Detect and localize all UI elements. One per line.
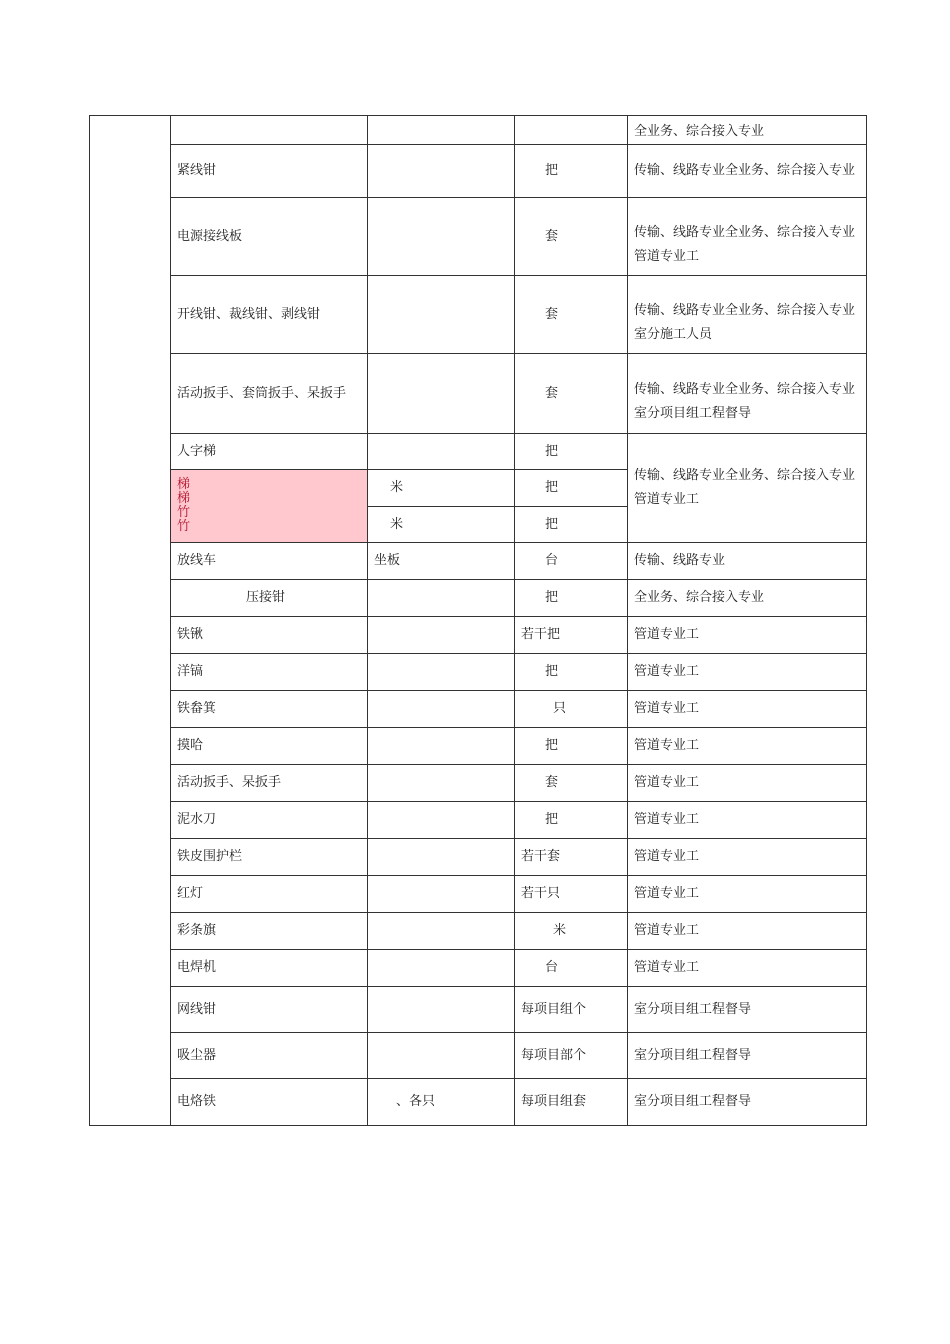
- tool-note: 室分项目组工程督导: [628, 987, 867, 1033]
- table-row: [90, 876, 867, 913]
- tool-spec: [368, 354, 515, 434]
- table-row: [90, 434, 867, 470]
- tool-note: 室分项目组工程督导: [628, 1079, 867, 1126]
- tool-unit: 每项目组套: [515, 1079, 628, 1126]
- tool-note: 传输、线路专业全业务、综合接入专业管道专业工: [628, 198, 867, 276]
- tool-spec: [368, 987, 515, 1033]
- tool-unit: 只: [515, 691, 628, 728]
- tool-unit: 把: [515, 654, 628, 691]
- tool-name: 开线钳、裁线钳、剥线钳: [171, 276, 368, 354]
- tool-spec: [368, 691, 515, 728]
- tool-unit: 套: [515, 198, 628, 276]
- tool-note: 传输、线路专业全业务、综合接入专业室分项目组工程督导: [628, 354, 867, 434]
- tool-table: [89, 115, 867, 1126]
- tool-unit: 把: [515, 145, 628, 198]
- tool-name: 活动扳手、套筒扳手、呆扳手: [171, 354, 368, 434]
- table-row: [90, 765, 867, 802]
- table-row: [90, 617, 867, 654]
- table-row: [90, 1033, 867, 1079]
- tool-unit: 台: [515, 950, 628, 987]
- tool-name: 铁皮围护栏: [171, 839, 368, 876]
- tool-note: 管道专业工: [628, 839, 867, 876]
- table-row: [90, 950, 867, 987]
- tool-note: 传输、线路专业全业务、综合接入专业室分施工人员: [628, 276, 867, 354]
- table-row: [90, 802, 867, 839]
- tool-spec: [368, 654, 515, 691]
- tool-note: 管道专业工: [628, 654, 867, 691]
- tool-spec: [368, 276, 515, 354]
- tool-spec: [368, 913, 515, 950]
- tool-unit: 把: [515, 728, 628, 765]
- tool-spec: [368, 802, 515, 839]
- table-row: [90, 987, 867, 1033]
- tool-name: 红灯: [171, 876, 368, 913]
- tool-spec: [368, 198, 515, 276]
- tool-note: 管道专业工: [628, 876, 867, 913]
- tool-name: 电烙铁: [171, 1079, 368, 1126]
- tool-unit: 套: [515, 354, 628, 434]
- tool-name: 摸哈: [171, 728, 368, 765]
- tool-name: 铁锹: [171, 617, 368, 654]
- table-row: [90, 354, 867, 434]
- tool-note: 全业务、综合接入专业: [628, 580, 867, 617]
- tool-unit: 把: [515, 507, 628, 543]
- tool-name: 彩条旗: [171, 913, 368, 950]
- table-row: [90, 116, 867, 145]
- tool-unit: 每项目组个: [515, 987, 628, 1033]
- tool-name: 电源接线板: [171, 198, 368, 276]
- tool-spec: [368, 728, 515, 765]
- tool-name: 泥水刀: [171, 802, 368, 839]
- tool-spec: [368, 617, 515, 654]
- tool-name: 人字梯: [171, 434, 368, 470]
- tool-name: 铁畚箕: [171, 691, 368, 728]
- tool-name: 网线钳: [171, 987, 368, 1033]
- tool-unit: 套: [515, 765, 628, 802]
- tool-note: 传输、线路专业全业务、综合接入专业: [628, 145, 867, 198]
- tool-unit: 台: [515, 543, 628, 580]
- tool-spec: 、各只: [368, 1079, 515, 1126]
- tool-name: 活动扳手、呆扳手: [171, 765, 368, 802]
- tool-name: 放线车: [171, 543, 368, 580]
- tool-spec: [368, 580, 515, 617]
- tool-unit: [515, 116, 628, 145]
- table-row: [90, 580, 867, 617]
- tool-note: 管道专业工: [628, 691, 867, 728]
- tool-note: 管道专业工: [628, 802, 867, 839]
- tool-spec: 坐板: [368, 543, 515, 580]
- tool-spec: [368, 765, 515, 802]
- tool-note: 管道专业工: [628, 913, 867, 950]
- tool-note: 管道专业工: [628, 765, 867, 802]
- tool-spec: [368, 839, 515, 876]
- tool-unit: 套: [515, 276, 628, 354]
- tool-unit: 把: [515, 802, 628, 839]
- tool-name-highlight: 梯 梯 竹 竹: [171, 470, 368, 543]
- category-cell: [90, 116, 171, 1126]
- tool-spec: [368, 876, 515, 913]
- tool-name: 电焊机: [171, 950, 368, 987]
- tool-spec: [368, 116, 515, 145]
- table-row: [90, 276, 867, 354]
- tool-note: 全业务、综合接入专业: [628, 116, 867, 145]
- tool-note: 管道专业工: [628, 950, 867, 987]
- tool-unit: 把: [515, 580, 628, 617]
- tool-unit: 每项目部个: [515, 1033, 628, 1079]
- table-row: [90, 728, 867, 765]
- tool-unit: 把: [515, 470, 628, 507]
- tool-unit: 若干只: [515, 876, 628, 913]
- tool-name: [171, 116, 368, 145]
- tool-spec: [368, 434, 515, 470]
- table-row: [90, 145, 867, 198]
- table-row: [90, 543, 867, 580]
- table-row: [90, 654, 867, 691]
- tool-note: 管道专业工: [628, 728, 867, 765]
- tool-unit: 米: [515, 913, 628, 950]
- tool-name: 吸尘器: [171, 1033, 368, 1079]
- table-row: [90, 1079, 867, 1126]
- tool-spec: [368, 1033, 515, 1079]
- tool-spec: [368, 950, 515, 987]
- tool-note: 传输、线路专业全业务、综合接入专业管道专业工: [628, 434, 867, 543]
- tool-name: 紧线钳: [171, 145, 368, 198]
- tool-note: 传输、线路专业: [628, 543, 867, 580]
- tool-spec: 米: [368, 507, 515, 543]
- tool-note: 室分项目组工程督导: [628, 1033, 867, 1079]
- tool-spec: [368, 145, 515, 198]
- tool-unit: 把: [515, 434, 628, 470]
- tool-unit: 若干把: [515, 617, 628, 654]
- table-row: [90, 913, 867, 950]
- table-row: [90, 839, 867, 876]
- table-row: [90, 198, 867, 276]
- tool-name: 洋镐: [171, 654, 368, 691]
- tool-name: 压接钳: [171, 580, 368, 617]
- tool-unit: 若干套: [515, 839, 628, 876]
- tool-note: 管道专业工: [628, 617, 867, 654]
- tool-spec: 米: [368, 470, 515, 507]
- table-row: [90, 691, 867, 728]
